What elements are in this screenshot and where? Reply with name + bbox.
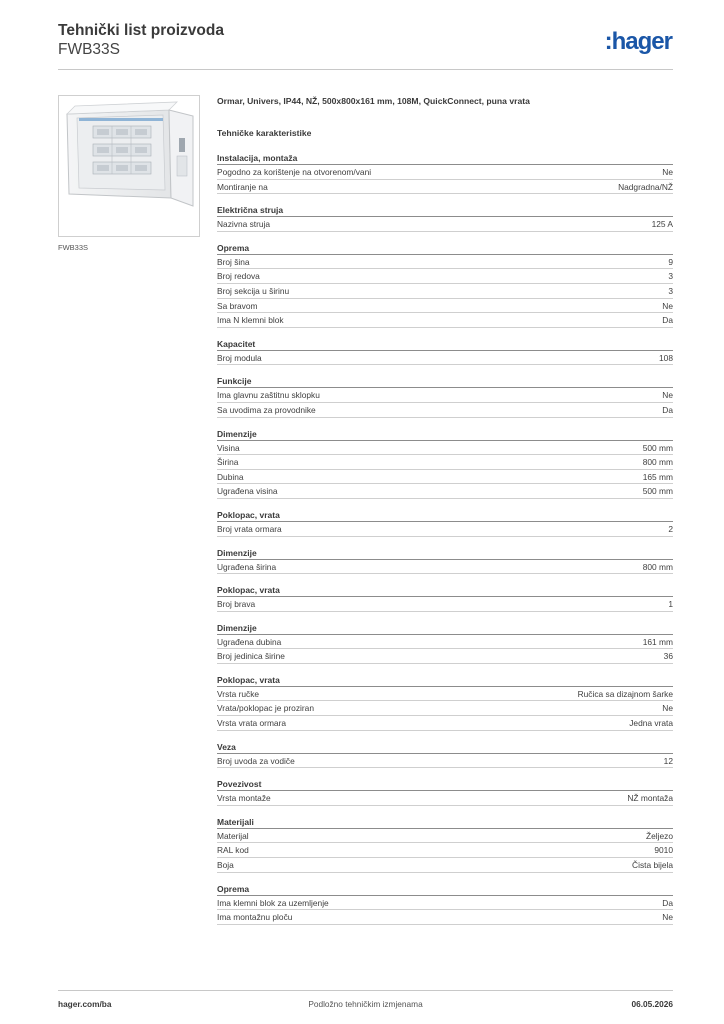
spec-label: Pogodno za korištenje na otvorenom/vani bbox=[217, 167, 372, 177]
spec-row bbox=[217, 351, 673, 366]
spec-label: Broj šina bbox=[217, 256, 250, 267]
spec-label: Broj brava bbox=[217, 599, 256, 610]
spec-value: NŽ montaža bbox=[627, 793, 673, 804]
spec-label: Broj jedinica širine bbox=[217, 651, 285, 662]
spec-value: 9010 bbox=[654, 845, 673, 856]
spec-value: 500 mm bbox=[642, 486, 673, 497]
spec-value: 165 mm bbox=[642, 471, 673, 482]
spec-row bbox=[217, 843, 673, 858]
spec-group-title: Kapacitet bbox=[217, 337, 673, 351]
spec-label: Visina bbox=[217, 442, 240, 453]
page-header bbox=[58, 20, 673, 70]
spec-groups bbox=[217, 151, 673, 925]
spec-value: 800 mm bbox=[642, 561, 673, 572]
spec-label: Ima montažnu ploču bbox=[217, 912, 293, 923]
spec-group-title: Oprema bbox=[217, 882, 673, 896]
spec-label: Sa bravom bbox=[217, 300, 258, 311]
spec-row bbox=[217, 687, 673, 702]
spec-value: 800 mm bbox=[642, 457, 673, 468]
spec-label: Materijal bbox=[217, 830, 249, 841]
spec-label: Broj uvoda za vodiče bbox=[217, 755, 295, 766]
spec-group-title: Materijali bbox=[217, 815, 673, 829]
product-description: Ormar, Univers, IP44, NŽ, 500x800x161 mm, 108M, QuickConnect, puna vrata bbox=[217, 96, 530, 106]
spec-value: Da bbox=[662, 315, 673, 326]
spec-label: Boja bbox=[217, 860, 234, 871]
spec-group bbox=[217, 427, 673, 499]
hager-logo: :hager bbox=[604, 28, 672, 55]
spec-label: Broj vrata ormara bbox=[217, 523, 282, 534]
spec-label: Ugrađena širina bbox=[217, 561, 277, 572]
spec-row bbox=[217, 701, 673, 716]
image-caption: FWB33S bbox=[58, 243, 89, 252]
spec-value: Željezo bbox=[646, 830, 673, 841]
spec-value: 3 bbox=[668, 285, 673, 296]
spec-heading: Tehničke karakteristike bbox=[217, 128, 312, 138]
spec-group bbox=[217, 882, 673, 925]
spec-label: Montiranje na bbox=[217, 181, 268, 192]
spec-group-title: Funkcije bbox=[217, 374, 673, 388]
spec-group bbox=[217, 673, 673, 731]
spec-value: 500 mm bbox=[642, 442, 673, 453]
spec-value: 108 bbox=[659, 352, 673, 363]
spec-group-title: Instalacija, montaža bbox=[217, 151, 673, 165]
spec-group bbox=[217, 203, 673, 232]
spec-row bbox=[217, 269, 673, 284]
spec-value: 1 bbox=[668, 599, 673, 610]
spec-value: Da bbox=[662, 897, 673, 908]
spec-group bbox=[217, 241, 673, 328]
spec-group bbox=[217, 777, 673, 806]
spec-row bbox=[217, 910, 673, 925]
spec-row bbox=[217, 388, 673, 403]
spec-label: Ugrađena dubina bbox=[217, 636, 282, 647]
spec-group-title: Poklopac, vrata bbox=[217, 508, 673, 522]
spec-value: 2 bbox=[668, 523, 673, 534]
footer-date: 06.05.2026 bbox=[631, 999, 673, 1009]
spec-value: 9 bbox=[668, 256, 673, 267]
spec-row bbox=[217, 522, 673, 537]
spec-row bbox=[217, 560, 673, 575]
spec-row bbox=[217, 484, 673, 499]
spec-content bbox=[217, 96, 673, 925]
spec-value: Jedna vrata bbox=[629, 718, 673, 729]
spec-value: Ručica sa dizajnom šarke bbox=[577, 688, 673, 699]
spec-group bbox=[217, 546, 673, 575]
spec-label: Broj sekcija u širinu bbox=[217, 285, 290, 296]
spec-value: Ne bbox=[662, 912, 673, 923]
spec-group-title: Dimenzije bbox=[217, 546, 673, 560]
spec-row bbox=[217, 313, 673, 328]
spec-group-title: Dimenzije bbox=[217, 427, 673, 441]
spec-group-title: Poklopac, vrata bbox=[217, 583, 673, 597]
spec-label: Vrsta ručke bbox=[217, 688, 260, 699]
spec-row bbox=[217, 597, 673, 612]
spec-group-title: Oprema bbox=[217, 241, 673, 255]
spec-value: Nadgradna/NŽ bbox=[618, 181, 673, 192]
spec-label: Vrsta montaže bbox=[217, 793, 271, 804]
spec-row bbox=[217, 829, 673, 844]
spec-value: Ne bbox=[662, 300, 673, 311]
spec-label: Ima klemni blok za uzemljenje bbox=[217, 897, 329, 908]
product-code: FWB33S bbox=[58, 41, 121, 58]
spec-value: Ne bbox=[662, 167, 673, 177]
spec-row bbox=[217, 455, 673, 470]
spec-value: 125 A bbox=[651, 219, 673, 230]
footer-notice: Podložno tehničkim izmjenama bbox=[308, 999, 423, 1009]
document-title: Tehnički list proizvoda bbox=[58, 22, 224, 39]
spec-label: Ima glavnu zaštitnu sklopku bbox=[217, 390, 320, 401]
footer-website[interactable]: hager.com/ba bbox=[58, 999, 112, 1009]
spec-row bbox=[217, 255, 673, 270]
spec-row bbox=[217, 299, 673, 314]
spec-label: Broj redova bbox=[217, 271, 260, 282]
spec-group bbox=[217, 508, 673, 537]
spec-value: Da bbox=[662, 404, 673, 415]
spec-label: Vrata/poklopac je proziran bbox=[217, 703, 314, 714]
page-footer bbox=[58, 990, 673, 1020]
spec-label: Ima N klemni blok bbox=[217, 315, 284, 326]
spec-value: 36 bbox=[663, 651, 673, 662]
spec-value: Ne bbox=[662, 390, 673, 401]
spec-group-title: Dimenzije bbox=[217, 621, 673, 635]
spec-row bbox=[217, 165, 673, 180]
spec-value: 161 mm bbox=[642, 636, 673, 647]
spec-row bbox=[217, 284, 673, 299]
spec-value: 3 bbox=[668, 271, 673, 282]
spec-row bbox=[217, 441, 673, 456]
spec-row bbox=[217, 217, 673, 232]
cabinet-illustration bbox=[59, 96, 199, 236]
spec-group-title: Povezivost bbox=[217, 777, 673, 791]
spec-label: Sa uvodima za provodnike bbox=[217, 404, 316, 415]
spec-row bbox=[217, 470, 673, 485]
spec-value: Ne bbox=[662, 703, 673, 714]
spec-value: Čista bijela bbox=[632, 860, 673, 871]
spec-label: Ugrađena visina bbox=[217, 486, 278, 497]
spec-row bbox=[217, 896, 673, 911]
spec-group bbox=[217, 815, 673, 873]
spec-row bbox=[217, 791, 673, 806]
spec-group bbox=[217, 621, 673, 664]
spec-group bbox=[217, 740, 673, 769]
spec-group-title: Električna struja bbox=[217, 203, 673, 217]
spec-row bbox=[217, 635, 673, 650]
spec-row bbox=[217, 180, 673, 195]
spec-group-title: Poklopac, vrata bbox=[217, 673, 673, 687]
spec-group bbox=[217, 337, 673, 366]
spec-label: Širina bbox=[217, 457, 239, 468]
spec-group bbox=[217, 374, 673, 417]
spec-group-title: Veza bbox=[217, 740, 673, 754]
spec-label: Broj modula bbox=[217, 352, 262, 363]
spec-row bbox=[217, 403, 673, 418]
spec-value: 12 bbox=[663, 755, 673, 766]
product-image bbox=[58, 95, 200, 237]
spec-label: Vrsta vrata ormara bbox=[217, 718, 287, 729]
spec-row bbox=[217, 754, 673, 769]
spec-group bbox=[217, 583, 673, 612]
spec-label: Dubina bbox=[217, 471, 244, 482]
spec-label: RAL kod bbox=[217, 845, 249, 856]
spec-row bbox=[217, 858, 673, 873]
spec-label: Nazivna struja bbox=[217, 219, 271, 230]
spec-row bbox=[217, 649, 673, 664]
spec-row bbox=[217, 716, 673, 731]
spec-group bbox=[217, 151, 673, 194]
